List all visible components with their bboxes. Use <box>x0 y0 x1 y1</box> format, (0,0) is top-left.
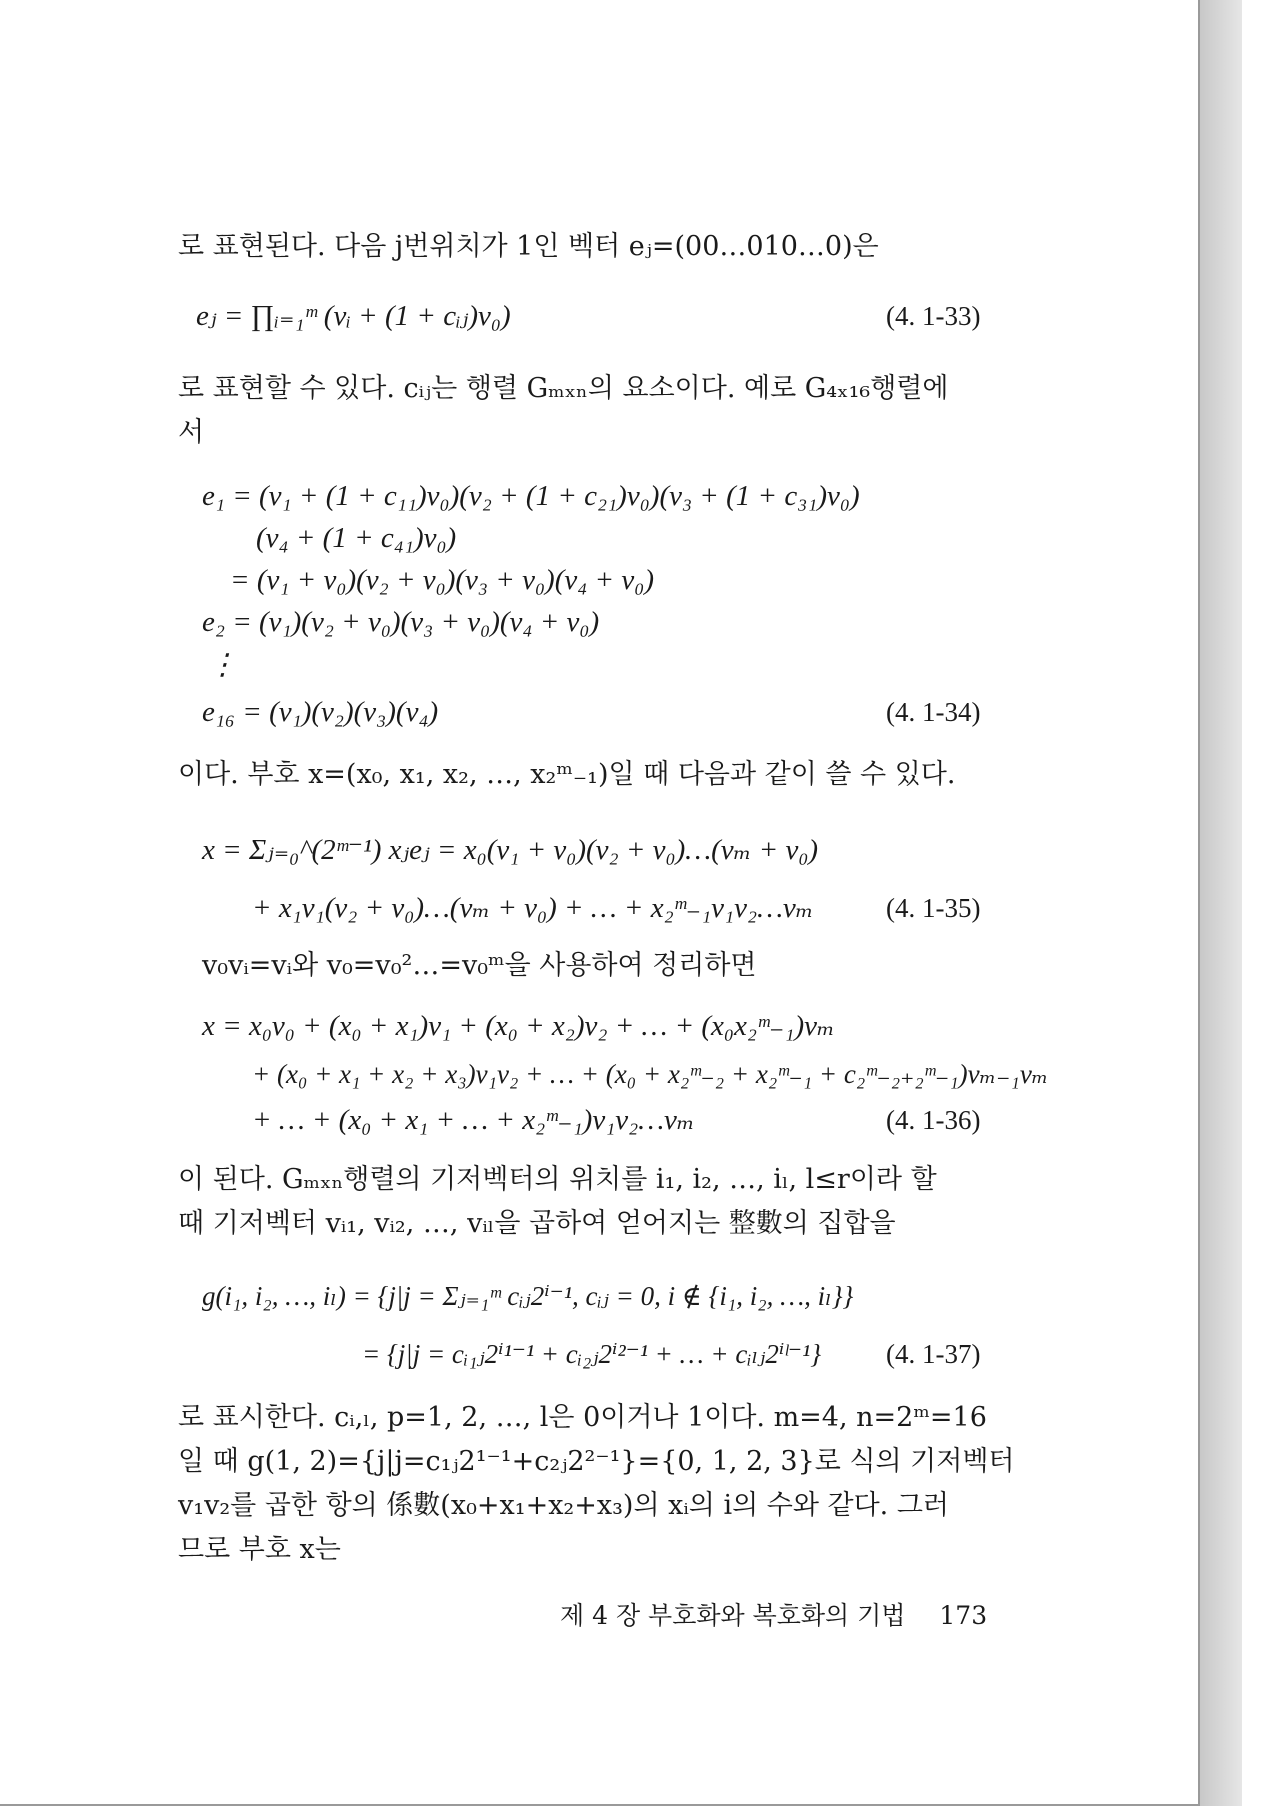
page-edge-shadow <box>1200 0 1242 1806</box>
paragraph-6-line-3: v₁v₂를 곱한 항의 係數(x₀+x₁+x₂+x₃)의 xᵢ의 i의 수와 같다. 그러 <box>178 1490 949 1521</box>
equation-number-33: (4. 1-33) <box>886 301 981 331</box>
equation-number-36: (4. 1-36) <box>886 1105 981 1135</box>
equation-number-35: (4. 1-35) <box>886 893 981 923</box>
equation-4-1-34-vdots: ⋮ <box>208 649 237 681</box>
equation-number-37: (4. 1-37) <box>886 1339 981 1369</box>
equation-4-1-37-line-1: g(i₁, i₂, …, iₗ) = {j|j = Σⱼ₌₁ᵐ cᵢⱼ2ⁱ⁻¹, cᵢⱼ = 0, i ∉ {i₁, i₂, …, iₗ}} <box>202 1281 854 1311</box>
equation-4-1-34-line-1: e₁ = (v₁ + (1 + c₁₁)v₀)(v₂ + (1 + c₂₁)v₀)(v₃ + (1 + c₃₁)v₀) <box>202 480 860 512</box>
equation-4-1-35-line-2: + x₁v₁(v₂ + v₀)…(vₘ + v₀) + … + x₂ᵐ₋₁v₁v₂…vₘ <box>252 892 814 924</box>
equation-4-1-34-line-4: e₂ = (v₁)(v₂ + v₀)(v₃ + v₀)(v₄ + v₀) <box>202 606 600 638</box>
paragraph-2-line-1: 로 표현할 수 있다. cᵢⱼ는 행렬 Gₘₓₙ의 요소이다. 예로 G₄ₓ₁₆행렬에 <box>178 373 949 404</box>
chapter-title: 제 4 장 부호화와 복호화의 기법 <box>560 1601 906 1630</box>
paragraph-5-line-1: 이 된다. Gₘₓₙ행렬의 기저벡터의 위치를 i₁, i₂, …, iₗ, l≤r이라 할 <box>178 1164 937 1195</box>
equation-4-1-36-line-3: + … + (x₀ + x₁ + … + x₂ᵐ₋₁)v₁v₂…vₘ <box>252 1104 695 1136</box>
paragraph-6-line-1: 로 표시한다. cᵢ,ₗ, p=1, 2, …, l은 0이거나 1이다. m=4, n=2ᵐ=16 <box>178 1402 987 1433</box>
paragraph-6-line-4: 므로 부호 x는 <box>178 1534 341 1565</box>
paragraph-4: v₀vᵢ=vᵢ와 v₀=v₀²…=v₀ᵐ을 사용하여 정리하면 <box>202 950 757 981</box>
page-number: 173 <box>939 1601 988 1630</box>
equation-4-1-34-line-6: e₁₆ = (v₁)(v₂)(v₃)(v₄) <box>202 696 439 728</box>
page-footer <box>560 1596 987 1632</box>
equation-4-1-36-line-1: x = x₀v₀ + (x₀ + x₁)v₁ + (x₀ + x₂)v₂ + … + (x₀x₂ᵐ₋₁)vₘ <box>202 1010 835 1042</box>
paragraph-5-line-2: 때 기저벡터 vᵢ₁, vᵢ₂, …, vᵢₗ을 곱하여 얻어지는 整數의 집합을 <box>178 1208 896 1239</box>
equation-4-1-34-line-2: (v₄ + (1 + c₄₁)v₀) <box>256 522 457 554</box>
equation-4-1-34-line-3: = (v₁ + v₀)(v₂ + v₀)(v₃ + v₀)(v₄ + v₀) <box>230 564 654 596</box>
equation-number-34: (4. 1-34) <box>886 697 981 727</box>
paragraph-2-line-2: 서 <box>178 417 205 448</box>
paragraph-1: 로 표현된다. 다음 j번위치가 1인 벡터 eⱼ=(00…010…0)은 <box>178 231 879 262</box>
equation-4-1-35-line-1: x = Σⱼ₌₀^(2ᵐ⁻¹) xⱼeⱼ = x₀(v₁ + v₀)(v₂ + v₀)…(vₘ + v₀) <box>202 834 819 866</box>
equation-4-1-37-line-2: = {j|j = cᵢ₁ⱼ2ⁱ¹⁻¹ + cᵢ₂ⱼ2ⁱ²⁻¹ + … + cᵢₗⱼ2ⁱˡ⁻¹} <box>362 1339 822 1369</box>
paragraph-6-line-2: 일 때 g(1, 2)={j|j=c₁ⱼ2¹⁻¹+c₂ⱼ2²⁻¹}={0, 1, 2, 3}로 식의 기저벡터 <box>178 1446 1015 1477</box>
equation-4-1-33: eⱼ = ∏ᵢ₌₁ᵐ (vᵢ + (1 + cᵢⱼ)v₀) <box>196 300 511 332</box>
equation-4-1-36-line-2: + (x₀ + x₁ + x₂ + x₃)v₁v₂ + … + (x₀ + x₂ᵐ₋₂ + x₂ᵐ₋₁ + c₂ᵐ₋₂₊₂ᵐ₋₁)vₘ₋₁vₘ <box>252 1059 1049 1089</box>
paragraph-3: 이다. 부호 x=(x₀, x₁, x₂, …, x₂ᵐ₋₁)일 때 다음과 같이 쓸 수 있다. <box>178 759 956 790</box>
